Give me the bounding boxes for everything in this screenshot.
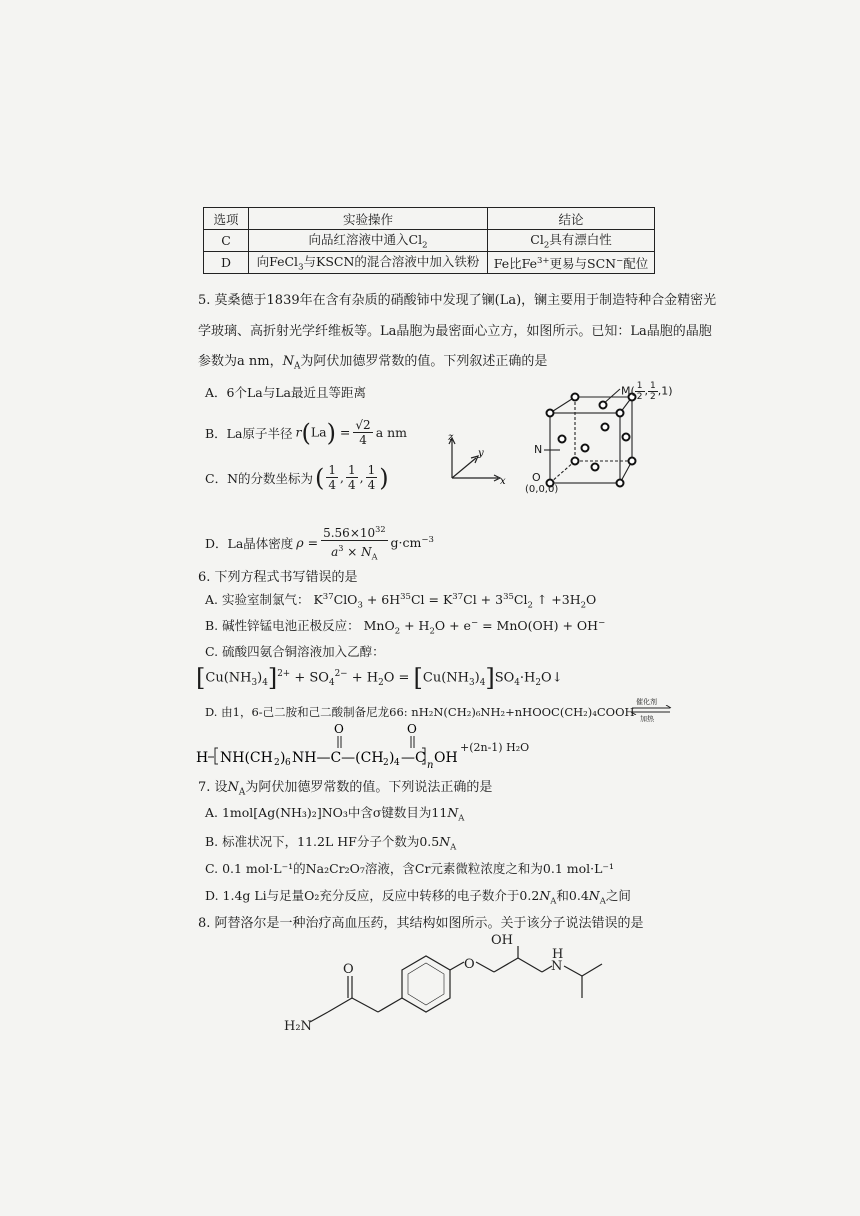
- svg-text:): ): [389, 750, 395, 766]
- svg-text:NH(CH: NH(CH: [220, 750, 273, 766]
- q5-option-d: D．La晶体密度 ρ = $\frac{5.56\times 10^{32}}{a^3 \times N_A}$ $g\cdot cm^{-3}$: [205, 524, 434, 562]
- table-row: [204, 230, 655, 252]
- amine-h-label: H: [552, 947, 564, 962]
- q7-option-d: D. 1.4g Li与足量O₂充分反应，反应中转移的电子数介于$0.2N_A$和$0.4N_A$之间: [205, 888, 631, 907]
- hydroxyl-label: OH: [491, 933, 513, 948]
- table-header-cell: 实验操作: [249, 208, 488, 230]
- q6-stem: 6. 下列方程式书写错误的是: [198, 570, 358, 585]
- carbonyl-o-1: O: [334, 722, 344, 736]
- q6-option-c: C. 硫酸四氨合铜溶液加入乙醇：: [205, 644, 385, 659]
- q5-line2: 学玻璃、高折射光学纤维板等。La晶胞为最密面心立方，如图所示。已知：La晶胞的晶胞: [198, 324, 712, 339]
- origin-label: (0,0,0): [525, 484, 559, 495]
- svg-text:NH—C—(CH: NH—C—(CH: [292, 750, 384, 766]
- amide-nh2-label: H₂N: [284, 1019, 312, 1034]
- q6-option-d: D. 由1，6-己二胺和己二酸制备尼龙66: nH₂N(CH₂)₆NH₂+nHOOC(CH₂)₄COOH: [205, 705, 635, 719]
- m-coordinate-label: M( $\frac{1}{2}$ , $\frac{1}{2}$ ,1): [621, 381, 673, 402]
- table-row: [204, 252, 655, 274]
- table-cell: D: [204, 252, 249, 274]
- svg-text:2: 2: [274, 758, 280, 768]
- table-header-cell: 结论: [488, 208, 655, 230]
- table-header-cell: 选项: [204, 208, 249, 230]
- q6-option-a: A. 实验室制氯气： $K^{37}ClO_3 + 6H^{35}Cl = K^{37}Cl + 3^{35}Cl_2$ ↑ $+3H_2O$: [205, 591, 597, 611]
- heat-label: 加热: [640, 715, 654, 723]
- q7-option-a: A. 1mol[Ag(NH₃)₂]NO₃中含σ键数目为$11N_A$: [205, 805, 465, 824]
- atenolol-structure: [280, 928, 610, 1043]
- svg-text:z: z: [448, 432, 454, 443]
- q7-option-c: C. 0.1 mol·L⁻¹的Na₂Cr₂O₇溶液，含Cr元素微粒浓度之和为0.1 mol·L⁻¹: [205, 861, 615, 876]
- table-header-row: [204, 208, 655, 230]
- table-cell: 向品红溶液中通入$Cl_2$: [249, 230, 488, 252]
- q5-option-c: C．N的分数坐标为 ( $\frac{1}{4}$ , $\frac{1}{4}$ , $\frac{1}{4}$ ): [205, 463, 389, 492]
- ether-oxygen-label: O: [464, 957, 475, 972]
- q5-option-a: A．6个La与La最近且等距离: [205, 385, 366, 400]
- svg-text:x: x: [500, 476, 506, 487]
- table-cell: Fe比$Fe^{3+}$更易与SCN−配位: [488, 252, 655, 274]
- equilibrium-arrow: [630, 705, 674, 715]
- table-cell: $Cl_2$具有漂白性: [488, 230, 655, 252]
- q6-option-c-equation: $[Cu(NH_3)_4]^{2+} + SO_4^{2-} + H_2O$ = $[Cu(NH_3)_4]SO_4\cdot H_2O↓$: [196, 664, 563, 692]
- q6-option-b: B. 碱性锌锰电池正极反应： $MnO_2 + H_2O + e^- = MnO(OH) + OH^-$: [205, 617, 606, 637]
- catalyst-label: 催化剂: [636, 698, 657, 706]
- svg-text:OH: OH: [434, 750, 458, 766]
- amine-n-label: N: [551, 959, 563, 974]
- table-cell: C: [204, 230, 249, 252]
- svg-text:): ): [280, 750, 286, 766]
- carbonyl-o-2: O: [407, 722, 417, 736]
- axes-diagram: [440, 430, 510, 490]
- n-point-label: N: [534, 443, 543, 456]
- experiment-table: [203, 207, 655, 274]
- svg-text:6: 6: [285, 758, 291, 768]
- o-point-label: O: [532, 471, 541, 484]
- q7-stem: 7. 设$N_A$为阿伏加德罗常数的值。下列说法正确的是: [198, 780, 493, 798]
- svg-text:n: n: [427, 760, 434, 771]
- table-cell: 向FeCl$_3$与KSCN的混合溶液中加入铁粉: [249, 252, 488, 274]
- q7-option-b: B. 标准状况下，11.2L HF分子个数为$0.5N_A$: [205, 834, 457, 853]
- svg-text:2: 2: [383, 758, 389, 768]
- svg-text:4: 4: [394, 758, 400, 768]
- water-term: +(2n-1) H₂O: [460, 741, 530, 754]
- q8-stem: 8. 阿替洛尔是一种治疗高血压药，其结构如图所示。关于该分子说法错误的是: [198, 916, 644, 931]
- svg-text:H: H: [196, 750, 209, 766]
- q5-line1: 5. 莫桑德于1839年在含有杂质的硝酸铈中发现了镧(La)，镧主要用于制造特种合金精密光: [198, 293, 717, 308]
- svg-text:—C: —C: [401, 750, 426, 766]
- q5-option-b: B．La原子半径 r(La) = $\frac{√2}{4}$ a nm: [205, 418, 408, 447]
- carbonyl-oxygen-label: O: [343, 962, 354, 977]
- q5-line3: 参数为a nm，$N_A$为阿伏加德罗常数的值。下列叙述正确的是: [198, 354, 548, 372]
- svg-text:y: y: [478, 448, 484, 459]
